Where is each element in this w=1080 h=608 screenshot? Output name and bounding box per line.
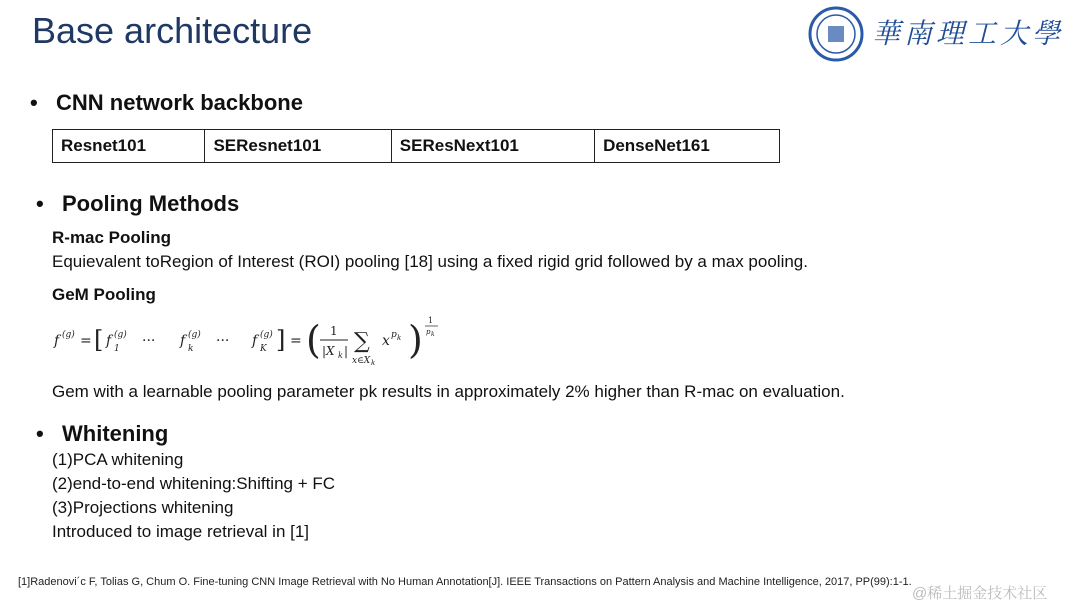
svg-text:): )	[408, 318, 423, 362]
svg-text:(g): (g)	[62, 330, 75, 340]
university-seal-icon	[808, 6, 864, 62]
svg-text:|: |	[344, 344, 349, 358]
svg-text:p: p	[426, 328, 431, 336]
backbone-cell: SEResNext101	[391, 130, 594, 163]
backbone-table	[52, 129, 780, 163]
svg-text:···: ···	[216, 333, 230, 349]
backbone-cell: Resnet101	[53, 130, 205, 163]
svg-text:(g): (g)	[188, 330, 201, 340]
bullet-whitening: • Whitening	[36, 421, 169, 446]
svg-text:k: k	[338, 351, 343, 360]
svg-text:=: =	[290, 333, 302, 349]
whitening-heading: Whitening	[62, 421, 169, 446]
svg-text:(g): (g)	[114, 330, 127, 340]
svg-text:x: x	[382, 333, 390, 349]
gem-description: Gem with a learnable pooling parameter pk results in approximately 2% higher than R-mac on evaluation.	[52, 382, 845, 401]
gem-title: GeM Pooling	[52, 285, 156, 304]
svg-text:=: =	[80, 333, 92, 349]
rmac-title: R-mac Pooling	[52, 228, 172, 247]
svg-text:k: k	[371, 359, 376, 367]
rmac-description: Equievalent toRegion of Interest (ROI) pooling [18] using a fixed rigid grid followed by a max pooling.	[52, 252, 808, 271]
slide-title: Base architecture	[32, 10, 313, 51]
svg-text:[: [	[94, 326, 104, 354]
whitening-line: (1)PCA whitening	[52, 450, 184, 469]
svg-text:···: ···	[142, 333, 156, 349]
svg-text:(g): (g)	[260, 330, 273, 340]
svg-text:k: k	[431, 331, 435, 338]
backbone-cell: DenseNet161	[595, 130, 780, 163]
reference-footnote: [1]Radenovi´c F, Tolias G, Chum O. Fine-tuning CNN Image Retrieval with No Human Annotation[J]. IEEE Transactions on Pattern Analysis and Machine Intelligence, 2017, PP(99):1-1.	[18, 576, 912, 588]
svg-text:p: p	[391, 330, 397, 340]
table-row	[53, 130, 780, 163]
svg-text:∑: ∑	[354, 329, 370, 354]
svg-text:f: f	[106, 333, 112, 349]
svg-text:f: f	[54, 333, 60, 349]
svg-text:1: 1	[428, 316, 434, 325]
svg-text:1: 1	[114, 344, 120, 354]
watermark: @稀土掘金技术社区	[912, 585, 1048, 602]
svg-text:|X: |X	[322, 344, 335, 358]
backbone-cell: SEResnet101	[205, 130, 391, 163]
svg-text:(: (	[306, 318, 321, 362]
whitening-line: Introduced to image retrieval in [1]	[52, 522, 310, 541]
whitening-line: (2)end-to-end whitening:Shifting + FC	[52, 474, 336, 493]
bullet-backbone: • CNN network backbone	[30, 90, 303, 115]
svg-text:K: K	[260, 344, 267, 354]
gem-formula	[52, 313, 452, 369]
svg-text:f: f	[252, 333, 258, 349]
pooling-heading: Pooling Methods	[62, 191, 240, 216]
backbone-heading: CNN network backbone	[56, 90, 303, 115]
svg-text:x∈X: x∈X	[352, 356, 371, 366]
svg-text:]: ]	[276, 326, 286, 354]
svg-text:k: k	[188, 344, 194, 354]
svg-text:k: k	[397, 334, 402, 342]
bullet-pooling: • Pooling Methods	[36, 191, 240, 216]
university-name: 華南理工大學	[872, 17, 1065, 50]
whitening-line: (3)Projections whitening	[52, 498, 234, 517]
svg-text:f: f	[180, 333, 186, 349]
svg-text:1: 1	[330, 324, 338, 338]
